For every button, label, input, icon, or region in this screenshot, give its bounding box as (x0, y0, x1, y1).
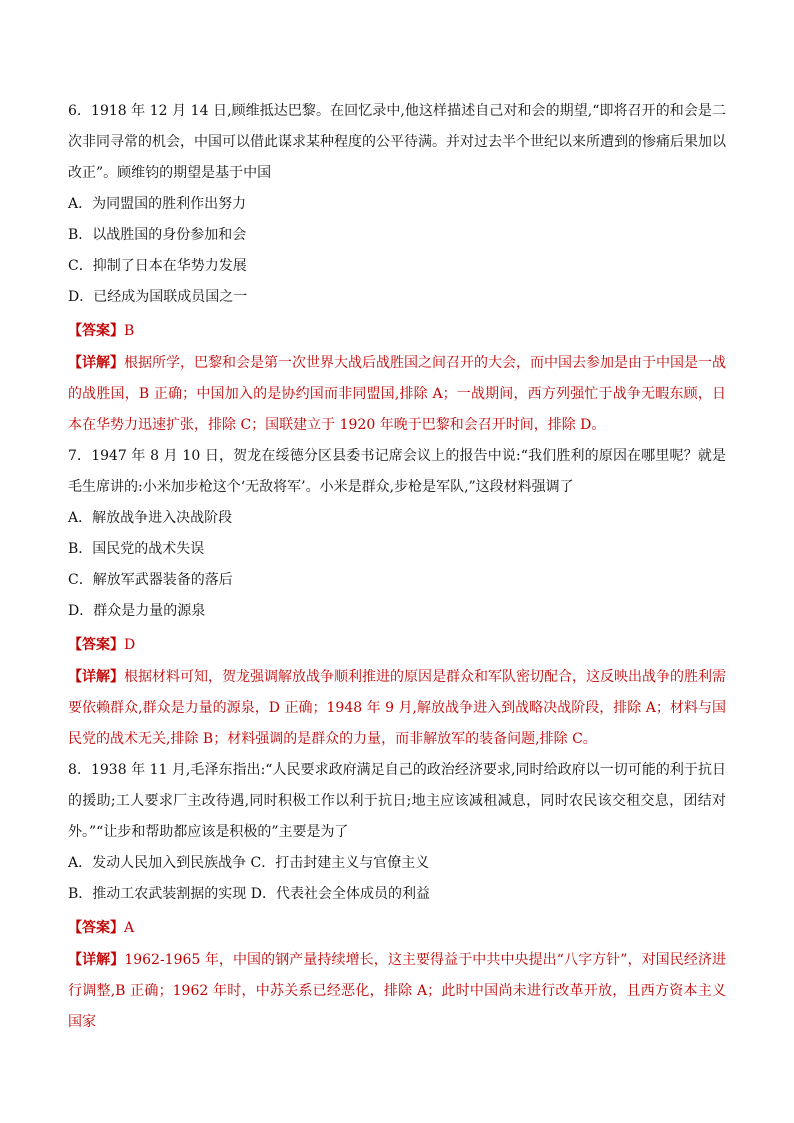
question-6-option-a: A．为同盟国的胜利作出努力 (68, 196, 247, 212)
detail-tag: 【详解】 (68, 355, 124, 371)
answer-value: D (124, 637, 136, 653)
answer-tag: 【答案】 (68, 637, 124, 653)
answer-value: A (124, 920, 135, 936)
question-8-options-row-2: B．推动工农武装割据的实现 D．代表社会全体成员的利益 (68, 886, 430, 902)
question-7-detail (68, 662, 726, 755)
question-8-detail (68, 945, 726, 1038)
detail-text: 根据所学，巴黎和会是第一次世界大战后战胜国之间召开的大会，而中国去参加是由于中国是一战的战胜国，B 正确；中国加入的是协约国而非同盟国,排除 A；一战期间，西方列强忙于战争无暇东顾，日本在华势力迅速扩张，排除 C；国联建立于 1920 年晚于巴黎和会召开时间，排除 D。 (68, 355, 726, 433)
question-6-detail (68, 348, 726, 441)
question-7-option-a: A．解放战争进入决战阶段 (68, 510, 233, 526)
question-6-option-b: B．以战胜国的身份参加和会 (68, 227, 247, 243)
question-8-options-row-1: A．发动人民加入到民族战争 C．打击封建主义与官僚主义 (68, 855, 430, 871)
question-7-option-b: B．国民党的战术失误 (68, 541, 205, 557)
answer-value: B (124, 323, 135, 339)
answer-tag: 【答案】 (68, 323, 124, 339)
question-7-stem: 7．1947 年 8 月 10 日，贺龙在绥德分区县委书记席会议上的报告中说:“我们胜利的原因在哪里呢？就是毛生席讲的:小米加步枪这个‘无敌将军’。小米是群众,步枪是军队,”这段材料强调了 (68, 448, 726, 495)
question-6-option-c: C．抑制了日本在华势力发展 (68, 258, 247, 274)
detail-text: 1962-1965 年，中国的钢产量持续增长，这主要得益于中共中央提出“八字方针”，对国民经济进行调整,B 正确；1962 年时，中苏关系已经恶化，排除 A；此时中国尚未进行改革开放，且西方资本主义国家 (68, 952, 726, 1030)
detail-text: 根据材料可知，贺龙强调解放战争顺利推进的原因是群众和军队密切配合，这反映出战争的胜利需要依赖群众,群众是力量的源泉，D 正确；1948 年 9 月,解放战争进入到战略决战阶段，排除 A；材料与国民党的战术无关,排除 B；材料强调的是群众的力量，而非解放军的装备问题,排除 C。 (68, 669, 726, 747)
answer-tag: 【答案】 (68, 920, 124, 936)
question-7-option-d: D．群众是力量的源泉 (68, 603, 206, 619)
question-7-option-c: C．解放军武器装备的落后 (68, 572, 233, 588)
question-6-answer (68, 315, 726, 348)
question-7-answer (68, 629, 726, 662)
question-8-answer (68, 912, 726, 945)
detail-tag: 【详解】 (68, 952, 125, 968)
detail-tag: 【详解】 (68, 669, 124, 685)
question-6-option-d: D．已经成为国联成员国之一 (68, 289, 248, 305)
question-6-stem: 6．1918 年 12 月 14 日,顾维抵达巴黎。在回忆录中,他这样描述自己对和会的期望,“即将召开的和会是二次非同寻常的机会，中国可以借此谋求某种程度的公平待满。并对过去半个世纪以来所遭到的惨痛后果加以改正”。顾维钧的期望是基于中国 (68, 103, 726, 181)
question-8-stem: 8．1938 年 11 月,毛泽东指出:“人民要求政府满足自己的政治经济要求,同时给政府以一切可能的利于抗日的援助;工人要求厂主改待遇,同时积极工作以利于抗日;地主应该减租减息，同时农民该交租交息，团结对外。”“让步和帮助都应该是积极的”主要是为了 (68, 762, 726, 840)
